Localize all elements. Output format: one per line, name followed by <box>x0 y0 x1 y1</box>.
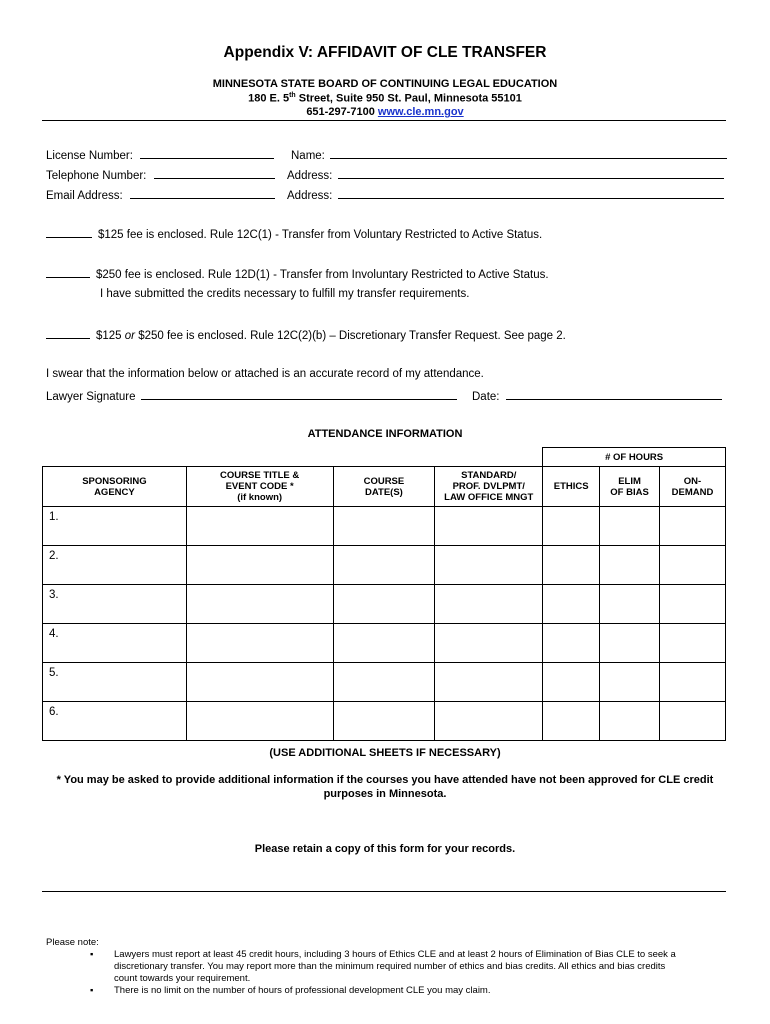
col-course-dates: COURSE DATE(S) <box>333 467 435 507</box>
address-field-2 <box>287 187 724 202</box>
telephone-field <box>46 167 275 182</box>
ethics-cell[interactable] <box>543 507 600 546</box>
address-city: Street, Suite 950 St. Paul, Minnesota 55101 <box>295 92 522 105</box>
date-input[interactable] <box>506 388 722 400</box>
ethics-cell[interactable] <box>543 546 600 585</box>
course-cell[interactable] <box>186 702 333 741</box>
footnote-line-1: * You may be asked to provide additional information if the courses you have attended have not been approved for CLE credit <box>56 774 714 786</box>
fee-option-1-blank[interactable] <box>46 227 92 238</box>
fee-option-3-text-b: $250 fee is enclosed. Rule 12C(2)(b) – Discretionary Transfer Request. See page 2. <box>135 330 566 342</box>
row-number: 6. <box>43 702 187 741</box>
name-input[interactable] <box>330 147 727 159</box>
address-input-1[interactable] <box>338 167 724 179</box>
date-label: Date: <box>472 391 500 403</box>
retain-copy-note: Please retain a copy of this form for your records. <box>254 843 516 855</box>
note-bullet-1-line-2: discretionary transfer. You may report more than the minimum required number of ethics and bias credits. All ethics and bias credits <box>114 961 666 972</box>
page-title: Appendix V: AFFIDAVIT OF CLE TRANSFER <box>223 44 547 61</box>
footer-divider <box>42 891 726 892</box>
row-number: 5. <box>43 663 187 702</box>
course-cell[interactable] <box>186 585 333 624</box>
email-input[interactable] <box>130 187 275 199</box>
course-cell[interactable] <box>186 507 333 546</box>
fee-option-2-text: $250 fee is enclosed. Rule 12D(1) - Transfer from Involuntary Restricted to Active Status. <box>96 269 549 281</box>
on-demand-cell[interactable] <box>660 624 726 663</box>
elim-cell[interactable] <box>600 546 660 585</box>
standard-cell[interactable] <box>435 546 543 585</box>
on-demand-cell[interactable] <box>660 546 726 585</box>
elim-cell[interactable] <box>600 702 660 741</box>
note-bullet-1 <box>114 949 724 985</box>
table-row <box>43 624 726 663</box>
dates-cell[interactable] <box>333 624 435 663</box>
row-number: 4. <box>43 624 187 663</box>
course-cell[interactable] <box>186 663 333 702</box>
on-demand-cell[interactable] <box>660 585 726 624</box>
table-row <box>43 663 726 702</box>
signature-label: Lawyer Signature <box>46 391 136 403</box>
board-name: MINNESOTA STATE BOARD OF CONTINUING LEGAL EDUCATION <box>212 78 558 90</box>
standard-cell[interactable] <box>435 663 543 702</box>
bullet-marker: ▪ <box>90 949 94 960</box>
elim-cell[interactable] <box>600 663 660 702</box>
email-label: Email Address: <box>46 190 123 202</box>
dates-cell[interactable] <box>333 585 435 624</box>
standard-cell[interactable] <box>435 585 543 624</box>
ethics-cell[interactable] <box>543 663 600 702</box>
fee-option-3-blank[interactable] <box>46 328 90 339</box>
course-cell[interactable] <box>186 546 333 585</box>
fee-option-discretionary <box>46 328 566 342</box>
standard-cell[interactable] <box>435 702 543 741</box>
email-field <box>46 187 275 202</box>
telephone-input[interactable] <box>154 167 275 179</box>
col-sponsoring-agency: SPONSORING AGENCY <box>43 467 187 507</box>
address-street: 180 E. 5 <box>248 92 290 105</box>
col-ethics-hours: ETHICS <box>543 467 600 507</box>
table-row <box>43 702 726 741</box>
note-bullet-1-line-3: count towards your requirement. <box>114 973 251 984</box>
bullet-marker: ▪ <box>90 985 94 996</box>
attendance-heading: ATTENDANCE INFORMATION <box>307 428 463 440</box>
standard-cell[interactable] <box>435 507 543 546</box>
name-label: Name: <box>291 150 325 162</box>
signature-input[interactable] <box>141 388 457 400</box>
board-contact <box>0 106 770 118</box>
sworn-statement: I swear that the information below or attached is an accurate record of my attendance. <box>46 368 484 380</box>
col-course-title: COURSE TITLE & EVENT CODE * (if known) <box>186 467 333 507</box>
on-demand-cell[interactable] <box>660 702 726 741</box>
col-on-demand-hours: ON- DEMAND <box>660 467 726 507</box>
fee-option-2-blank[interactable] <box>46 267 90 278</box>
name-field <box>291 147 727 162</box>
table-row <box>43 585 726 624</box>
table-row <box>43 507 726 546</box>
address-input-2[interactable] <box>338 187 724 199</box>
row-number: 3. <box>43 585 187 624</box>
board-phone: 651-297-7100 <box>306 106 375 118</box>
elim-cell[interactable] <box>600 585 660 624</box>
hours-header: # OF HOURS <box>543 448 726 467</box>
course-cell[interactable] <box>186 624 333 663</box>
fee-option-2-subtext: I have submitted the credits necessary to fulfill my transfer requirements. <box>100 288 470 300</box>
on-demand-cell[interactable] <box>660 507 726 546</box>
row-number: 2. <box>43 546 187 585</box>
attendance-table <box>42 447 726 741</box>
standard-cell[interactable] <box>435 624 543 663</box>
footnote-line-2: purposes in Minnesota. <box>323 788 447 800</box>
dates-cell[interactable] <box>333 546 435 585</box>
signature-field <box>46 388 457 403</box>
note-bullet-2: There is no limit on the number of hours of professional development CLE you may claim. <box>114 985 491 996</box>
header-divider <box>42 120 726 121</box>
address-superscript: th <box>289 92 296 99</box>
fee-option-3-or: or <box>124 330 136 342</box>
fee-option-250-involuntary <box>46 267 549 281</box>
on-demand-cell[interactable] <box>660 663 726 702</box>
fee-option-1-text: $125 fee is enclosed. Rule 12C(1) - Transfer from Voluntary Restricted to Active Status. <box>98 229 543 241</box>
address-label-1: Address: <box>287 170 333 182</box>
dates-cell[interactable] <box>333 702 435 741</box>
table-row <box>43 546 726 585</box>
elim-cell[interactable] <box>600 507 660 546</box>
address-label-2: Address: <box>287 190 333 202</box>
license-input[interactable] <box>140 147 274 159</box>
note-bullet-1-line-1: Lawyers must report at least 45 credit hours, including 3 hours of Ethics CLE and at least 2 hours of Elimination of Bias CLE to seek a <box>114 949 676 960</box>
ethics-cell[interactable] <box>543 624 600 663</box>
ethics-cell[interactable] <box>543 585 600 624</box>
ethics-cell[interactable] <box>543 702 600 741</box>
license-label: License Number: <box>46 150 133 162</box>
col-standard-hours: STANDARD/ PROF. DVLPMT/ LAW OFFICE MNGT <box>435 467 543 507</box>
col-elim-bias-hours: ELIM OF BIAS <box>600 467 660 507</box>
license-number-field <box>46 147 274 162</box>
dates-cell[interactable] <box>333 663 435 702</box>
website-link[interactable]: www.cle.mn.gov <box>377 106 464 118</box>
row-number: 1. <box>43 507 187 546</box>
additional-sheets-note: (USE ADDITIONAL SHEETS IF NECESSARY) <box>269 747 501 759</box>
date-field <box>472 388 722 403</box>
elim-cell[interactable] <box>600 624 660 663</box>
fee-option-125-voluntary <box>46 227 542 241</box>
please-note-label: Please note: <box>46 937 99 948</box>
fee-option-3-text-a: $125 <box>96 330 125 342</box>
table-spacer <box>43 448 543 467</box>
board-address <box>0 92 770 105</box>
telephone-label: Telephone Number: <box>46 170 147 182</box>
dates-cell[interactable] <box>333 507 435 546</box>
address-field-1 <box>287 167 724 182</box>
